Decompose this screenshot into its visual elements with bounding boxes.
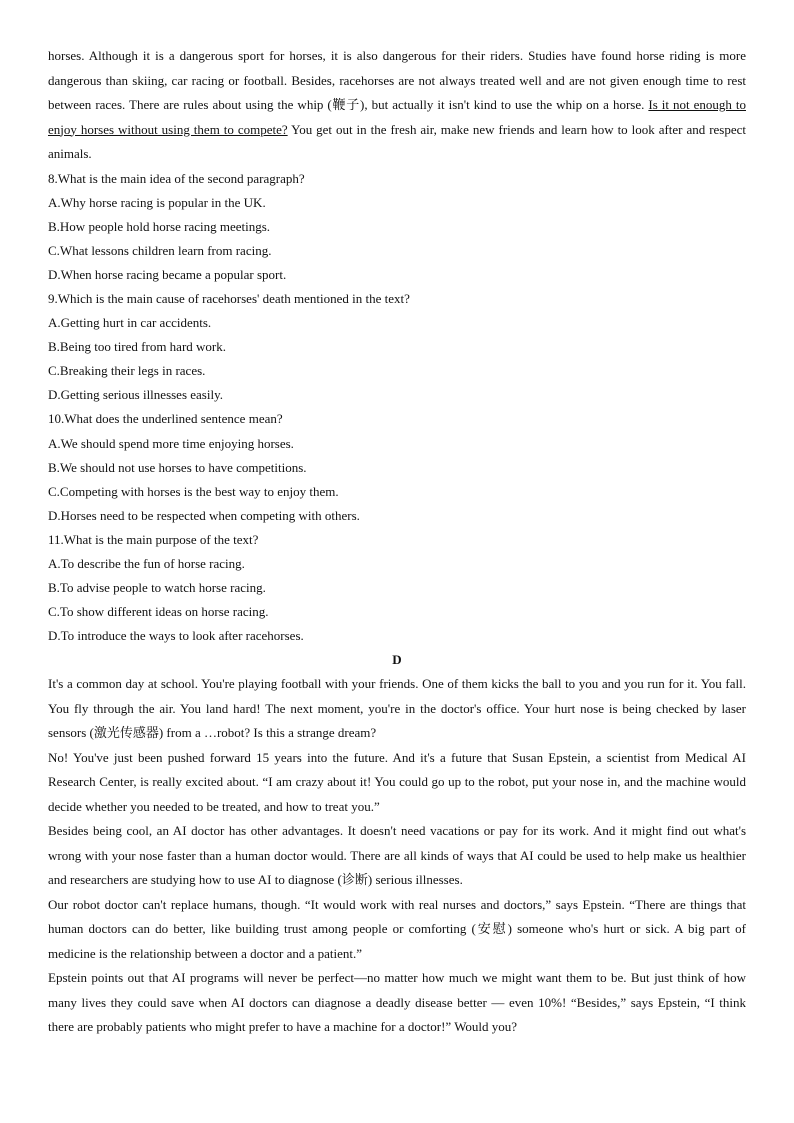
section-heading: D [392, 652, 402, 668]
passage-paragraph: Epstein points out that AI programs will never be perfect—no matter how much we might want them to be. But just think of how many lives they could save when AI doctors can diagnose a deadly disease better — even 10%! “Besides,” says Epstein, “I think there are probably patients who might prefer to have a machine for a doctor!” Would you? [48, 970, 746, 1035]
question-10 [48, 407, 746, 527]
answer-option: A.Getting hurt in car accidents. [48, 315, 212, 331]
answer-option: D.Horses need to be respected when competing with others. [48, 507, 360, 523]
passage-text: horses. Although it is a dangerous sport for horses, it is also dangerous for their riders. Studies have found horse riding is more dangerous than skiing, car racing or football. Besides, racehorses are not always treated well and are not given enough time to rest between races. There are rules about using the whip (鞭子), but actually it isn't kind to use the whip on a horse. [48, 48, 746, 112]
question-11 [48, 528, 746, 648]
answer-option: B.Being too tired from hard work. [48, 339, 226, 355]
question-stem: 8.What is the main idea of the second paragraph? [48, 170, 305, 186]
question-8 [48, 167, 746, 287]
answer-option: C.To show different ideas on horse racing. [48, 604, 269, 620]
answer-option: B.We should not use horses to have competitions. [48, 459, 307, 475]
answer-option: D.To introduce the ways to look after racehorses. [48, 628, 304, 644]
answer-option: A.To describe the fun of horse racing. [48, 556, 245, 571]
passage-text: You get out in the fresh air, make new friends and learn how to look after and respect animals. [48, 121, 747, 161]
question-9 [48, 287, 746, 407]
answer-option: A.Why horse racing is popular in the UK. [48, 194, 266, 210]
answer-option: A.We should spend more time enjoying horses. [48, 435, 294, 451]
question-stem: 9.Which is the main cause of racehorses' death mentioned in the text? [48, 290, 410, 306]
answer-option: D.Getting serious illnesses easily. [48, 387, 223, 403]
passage-c-ending [48, 44, 746, 167]
passage-paragraph: No! You've just been pushed forward 15 years into the future. And it's a future that Susan Epstein, a scientist from Medical AI Research Center, is really excited about. “I am crazy about it! You could go up to the robot, put your nose in, and the machine would decide whether you needed to be treated, and how to treat you.” [48, 749, 746, 814]
document-page [48, 44, 746, 1040]
answer-option: C.Breaking their legs in races. [48, 363, 206, 379]
passage-paragraph: Our robot doctor can't replace humans, though. “It would work with real nurses and doctors,” says Epstein. “There are things that human doctors can do better, like building trust among people or comforting (安慰) someone who's hurt or sick. A big part of medicine is the relationship between a doctor and a patient.” [48, 896, 746, 961]
answer-option: D.When horse racing became a popular sport. [48, 266, 287, 282]
underlined-sentence: Is it not enough to enjoy horses without using them to compete? [48, 97, 746, 137]
answer-option: C.Competing with horses is the best way to enjoy them. [48, 483, 339, 499]
question-stem: 11.What is the main purpose of the text? [48, 531, 259, 547]
passage-paragraph: Besides being cool, an AI doctor has other advantages. It doesn't need vacations or pay for its work. And it might find out what's wrong with your nose faster than a human doctor would. There are all kinds of ways that AI could be used to help make us healthier and researchers are studying how to use AI to diagnose (诊断) serious illnesses. [48, 823, 746, 888]
passage-paragraph: It's a common day at school. You're playing football with your friends. One of them kicks the ball to you and you run for it. You fall. You fly through the air. You land hard! The next moment, you're in the doctor's office. Your hurt nose is being checked by laser sensors (激光传感器) from a …robot? Is this a strange dream? [48, 676, 746, 741]
answer-option: B.How people hold horse racing meetings. [48, 218, 271, 234]
question-stem: 10.What does the underlined sentence mean? [48, 411, 283, 427]
answer-option: B.To advise people to watch horse racing. [48, 580, 266, 596]
answer-option: C.What lessons children learn from racing. [48, 242, 272, 258]
